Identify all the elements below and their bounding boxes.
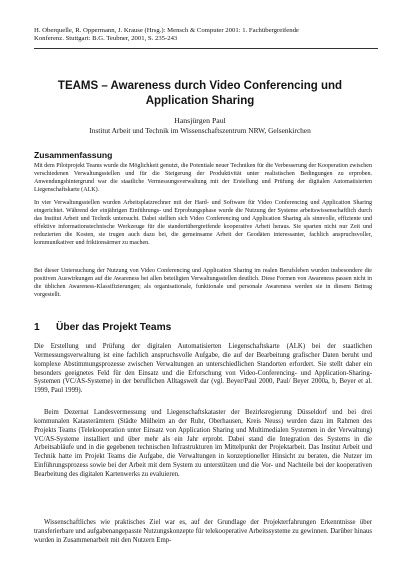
- citation-header: [34, 27, 374, 44]
- author-affiliation: Institut Arbeit und Technik im Wissenschaftszentrum NRW, Gelsenkirchen: [89, 126, 311, 135]
- title-line: TEAMS – Awareness durch Video Conferencing und: [57, 80, 343, 92]
- paper-title: [40, 79, 360, 109]
- header-divider: [34, 48, 378, 49]
- section-title: Über das Projekt Teams: [56, 322, 172, 333]
- body-paragraph: Wissenschaftliches wie praktisches Ziel war es, auf der Grundlage der Projekterfahrungen Erkenntnisse über transferierbare und aufgabenangepasste Nutzungskonzepte für telekooperative Arbeitssysteme zu gewinnen. Darüber hinaus wurden in Zusammenarbeit mit den Nutzern Emp-: [34, 519, 372, 544]
- section-number: 1: [34, 322, 40, 333]
- section-heading: [34, 321, 171, 334]
- abstract-paragraph: In vier Verwaltungsstellen wurden Arbeitsplatzrechner mit der Hard- und Software für Video Conferencing und Application Sharing eingerichtet. Während der einjährigen Einführungs- und Erprobungsphase wurde die Nutzung der Systeme arbeitswissenschaftlich durch das Institut Arbeit und Technik untersucht. Dabei stellten sich Video Conferencing und Application Sharing als sinnvolle, effiziente und effektive informationstechnische Werkzeuge für die standortübergreifende kooperative Arbeit heraus. Sie sparten nicht nur Zeit und reduzierten die Kosten, sie trugen auch dazu bei, die gemeinsame Arbeit der Geodäten interessanter, fachlich anspruchsvoller, kommunikativer und friktionsärmer zu machen.: [34, 200, 372, 246]
- title-line: Application Sharing: [145, 95, 255, 107]
- author-name: Hansjürgen Paul: [174, 116, 226, 125]
- body-paragraph: Die Erstellung und Prüfung der digitalen Automatisierten Liegenschaftskarte (ALK) bei der staatlichen Vermessungsverwaltung ist eine fachlich anspruchsvolle Aufgabe, die auf der Bearbeitung grafischer Daten beruht und komplexe Abstimmungsprozesse zwischen Verwaltungen an unterschiedlichen Standorten erfordert. Sie stellt daher ein besonders geeignetes Feld für den Einsatz und die Erforschung von Video-Conferencing- und Application-Sharing-Systemen (VC/AS-Systeme) in der beruflichen Alltagswelt dar (vgl. Beyer/Paul 2000, Paul/ Beyer 2000a, b, Beyer et al. 1999, Paul 1999).: [34, 343, 372, 395]
- abstract-paragraph: Mit dem Pilotprojekt Teams wurde die Möglichkeit genutzt, die Potentiale neuer Techniken für die Verbesserung der Kooperation zwischen verschiedenen Verwaltungsstellen und für die Steigerung der Produktivität unter realistischen Bedingungen zu erproben. Anwendungshintergrund war die staatliche Vermessungsverwaltung mit der Erstellung und Prüfung der digitalen Automatisierten Liegenschaftskarte (ALK).: [34, 163, 372, 193]
- citation-line: H. Oberquelle, R. Oppermann, J. Krause (Hrsg.): Mensch & Computer 2001: 1. Fachübergreifende: [34, 27, 299, 34]
- body-paragraph: Beim Dezernat Landesvermessung und Liegenschaftskataster der Bezirksregierung Düsseldorf und bei drei kommunalen Katasterämtern (Städte Mülheim an der Ruhr, Oberhausen, Kreis Neuss) wurden dazu im Rahmen des Projekts Teams (Telekooperation unter Einsatz von Application Sharing und Multimedialen Systemen in der Verwaltung) VC/AS-Systeme installiert und über mehr als ein Jahr erprobt. Dabei stand die Integration des Systems in die Arbeitsabläufe und in die gegebenen technischen Infrastrukturen im Mittelpunkt der Projektarbeit. Das Institut Arbeit und Technik hatte im Projekt Teams die Aufgabe, die Verwaltungen in konzeptioneller Hinsicht zu beraten, die Nutzer im Einführungsprozess sowie bei der Arbeit mit dem System zu unterstützen und die Vor- und Nachteile bei der kooperativen Bearbeitung des digitalen Kartenwerks zu evaluieren.: [34, 409, 372, 478]
- abstract-heading: Zusammenfassung: [34, 150, 113, 160]
- abstract-paragraph: Bei dieser Untersuchung der Nutzung von Video Conferencing und Application Sharing im realen Berufsleben wurden insbesondere die positiven Auswirkungen auf die Awareness bei allen beteiligten Verwaltungsstellen deutlich. Diese Formen von Awareness passen nicht in die üblichen Awareness-Klassifizierungen; als organisationale, funktionale und personale Awareness werden sie in diesem Beitrag vorgestellt.: [34, 268, 372, 298]
- citation-line: Konferenz. Stuttgart: B.G. Teubner, 2001, S. 235-243: [34, 35, 178, 43]
